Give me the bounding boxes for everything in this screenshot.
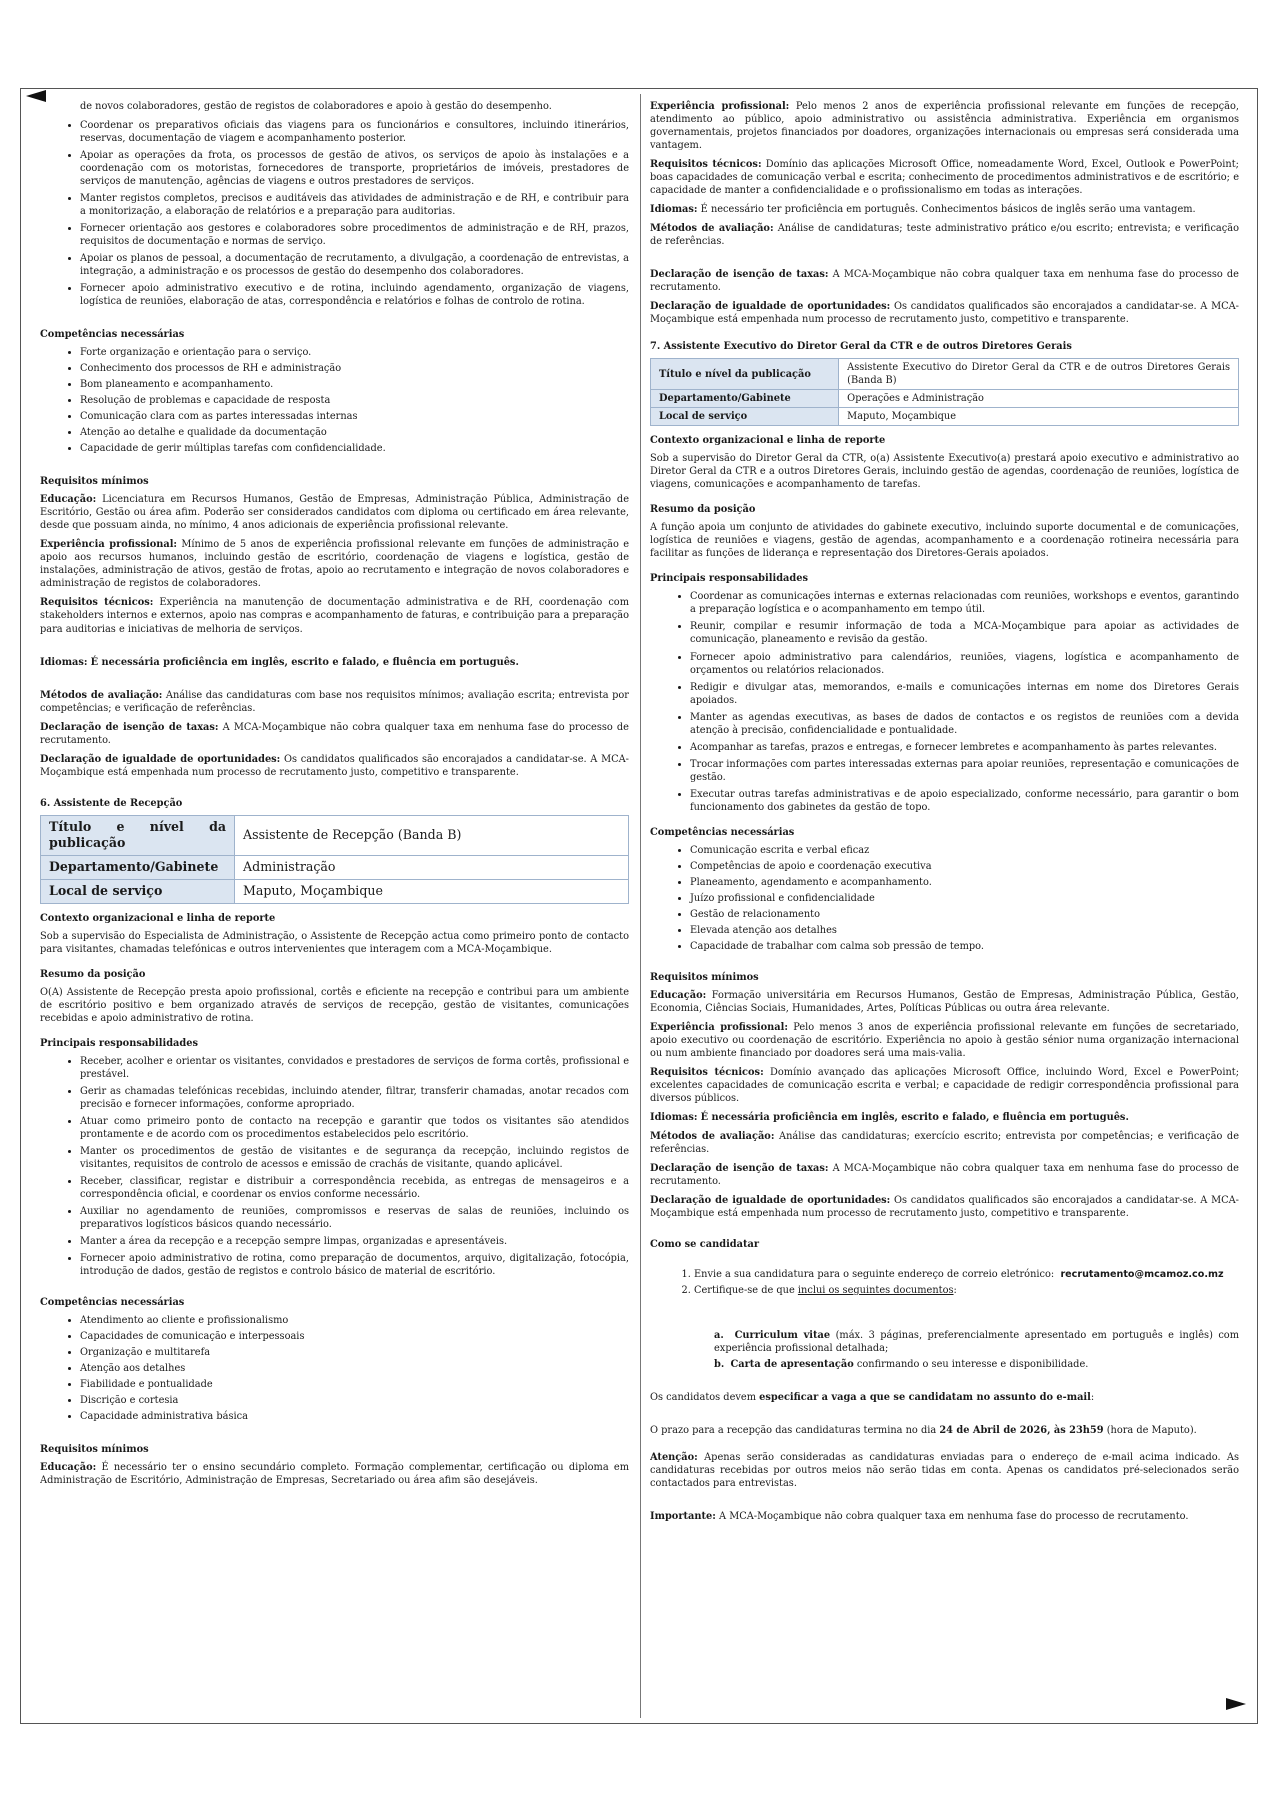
list-item: • Auxiliar no agendamento de reuniões, compromissos e reservas de salas de reuniões, incluindo os preparativos logísticos básicos quando necessário. [80, 1205, 629, 1231]
fee-statement: Declaração de isenção de taxas: A MCA-Moçambique não cobra qualquer taxa em nenhuma fase do processo de recrutamento. [40, 721, 629, 746]
section-heading: Requisitos mínimos [40, 1444, 149, 1456]
section-heading: Requisitos mínimos [40, 476, 149, 488]
section-heading: Competências necessárias [650, 826, 795, 838]
language-requirement: Idiomas: É necessário ter proficiência em português. Conhecimentos básicos de inglês serão uma vantagem. [650, 204, 1196, 216]
context-text: Sob a supervisão do Especialista de Administração, o Assistente de Recepção actua como primeiro ponto de contacto para visitantes, chamadas telefónicas e outros intervenientes que interagem com a MCA-Moçambique. [40, 930, 629, 955]
list-item: • Manter as agendas executivas, as bases de dados de contactos e os registos de reuniões com a devida atenção à precisão, confidencialidade e pontualidade. [690, 711, 1239, 737]
context-text: Sob a supervisão do Diretor Geral da CTR, o(a) Assistente Executivo(a) prestará apoio executivo e administrativo ao Diretor Geral da CTR e a outros Diretores Gerais, incluindo gestão de agendas, coordenação de reuniões, logística de viagens, comunicações e acompanhamento de tarefas. [650, 453, 1239, 491]
technical-requirement: Requisitos técnicos: Domínio avançado das aplicações Microsoft Office, incluindo Word, Excel e PowerPoint; excelentes capacidades de comunicação escrita e verbal; e capacidade de redigir correspondência profissional para diversos públicos. [650, 1066, 1239, 1104]
section-heading: Resumo da posição [40, 968, 146, 980]
list-item: • Redigir e divulgar atas, memorandos, e-mails e comunicações internas em nome dos Diretores Gerais apoiados. [690, 681, 1239, 707]
list-item: • Executar outras tarefas administrativas e de apoio especializado, conforme necessário, para garantir o bom funcionamento dos gabinetes da gestão de topo. [690, 788, 1239, 814]
right-column [650, 100, 1239, 1712]
list-item: • Planeamento, agendamento e acompanhamento. [690, 876, 1239, 889]
column-divider [640, 94, 641, 1718]
email-link[interactable]: recrutamento@mcamoz.co.mz [1060, 1269, 1224, 1281]
list-item: • Acompanhar as tarefas, prazos e entregas, e fornecer lembretes e acompanhamento às partes relevantes. [690, 741, 1239, 754]
list-item: • Receber, classificar, registar e distribuir a correspondência recebida, as entregas de mensageiros e a correspondência oficial, e coordenar os envios conforme necessário. [80, 1175, 629, 1201]
list-item: • Reunir, compilar e resumir informação de toda a MCA-Moçambique para apoiar as actividades de comunicação, planeamento e revisão da gestão. [690, 620, 1239, 646]
intro-continuation: de novos colaboradores, gestão de registos de colaboradores e apoio à gestão do desempenho. [80, 101, 552, 112]
assessment-methods: Métodos de avaliação: Análise das candidaturas; exercício escrito; entrevista por competências; e verificação de referências. [650, 1130, 1239, 1155]
list-item: 1. Envie a sua candidatura para o seguinte endereço de correio eletrónico: recrutamento@mcamoz.co.mz [694, 1268, 1239, 1282]
summary-text: O(A) Assistente de Recepção presta apoio profissional, cortês e eficiente na recepção e contribui para um ambiente de escritório positivo e bem organizado através de serviços de recepção, gestão de visitantes, comunicações recebidas e apoio administrativo de rotina. [40, 986, 629, 1024]
technical-requirement: Requisitos técnicos: Experiência na manutenção de documentação administrativa e de RH, coordenação com stakeholders internos e externos, apoio nas compras e acompanhamento de faturas, e contribuição para a preparação para auditorias e iniciativas de melhoria de serviços. [40, 597, 629, 635]
list-item: • Fornecer apoio administrativo de rotina, como preparação de documentos, arquivo, digitalização, fotocópia, introdução de dados, gestão de registos e controlo básico de material de escritório. [80, 1252, 629, 1278]
email-subject-instruction: Os candidatos devem especificar a vaga a que se candidatam no assunto do e-mail: [650, 1391, 1095, 1403]
assessment-methods: Métodos de avaliação: Análise de candidaturas; teste administrativo prático e/ou escrito; entrevista; e verificação de referências. [650, 223, 1239, 248]
list-item: • Fiabilidade e pontualidade [80, 1378, 629, 1391]
assessment-methods: Métodos de avaliação: Análise das candidaturas com base nos requisitos mínimos; avaliação escrita; entrevista por competências; e verificação de referências. [40, 689, 629, 714]
table-row: Local de serviço Maputo, Moçambique [41, 879, 629, 903]
list-item: • Atenção ao detalhe e qualidade da documentação [80, 426, 629, 439]
list-item: b. Carta de apresentação confirmando o seu interesse e disponibilidade. [714, 1358, 1089, 1370]
education-requirement: Educação: É necessário ter o ensino secundário completo. Formação complementar, certificação ou diploma em Administração de Escritório, Administração de Empresas, Secretariado ou área afim são desejáveis. [40, 1462, 629, 1487]
left-column [40, 100, 629, 1712]
list-item: • Atuar como primeiro ponto de contacto na recepção e garantir que todos os visitantes são atendidos prontamente e de acordo com os procedimentos estabelecidos pelo escritório. [80, 1115, 629, 1141]
list-item: a. Curriculum vitae (máx. 3 páginas, preferencialmente apresentado em português e inglês) com experiência profissional detalhada; [714, 1329, 1239, 1354]
table-row: Título e nível da publicação Assistente de Recepção (Banda B) [41, 815, 629, 855]
list-item: • Gestão de relacionamento [690, 908, 1239, 921]
list-item: • Fornecer apoio administrativo executivo e de rotina, incluindo agendamento, organização de viagens, logística de reuniões, elaboração de atas, correspondência e relatórios e folhas de controlo de rotina. [80, 282, 629, 308]
list-item: • Apoiar os planos de pessoal, a documentação de recrutamento, a divulgação, a coordenação de entrevistas, a integração, a administração e os processos de gestão do desempenho dos colaboradores. [80, 252, 629, 278]
list-item: • Resolução de problemas e capacidade de resposta [80, 394, 629, 407]
list-item: • Receber, acolher e orientar os visitantes, convidados e prestadores de serviços de forma cortês, profissional e prestável. [80, 1055, 629, 1081]
list-item: • Fornecer orientação aos gestores e colaboradores sobre procedimentos de administração e de RH, prazos, requisitos de documentação e normas de serviço. [80, 222, 629, 248]
section-heading: Competências necessárias [40, 329, 185, 341]
table-row: Departamento/Gabinete Administração [41, 856, 629, 880]
deadline-text: O prazo para a recepção das candidaturas termina no dia 24 de Abril de 2026, às 23h59 (hora de Maputo). [650, 1424, 1197, 1436]
list-item: • Juízo profissional e confidencialidade [690, 892, 1239, 905]
list-item: • Atenção aos detalhes [80, 1362, 629, 1375]
equal-opportunity-statement: Declaração de igualdade de oportunidades: Os candidatos qualificados são encorajados a candidatar-se. A MCA-Moçambique está empenhada num processo de recrutamento justo, competitivo e transparente. [650, 301, 1239, 326]
list-item: • Conhecimento dos processos de RH e administração [80, 362, 629, 375]
list-item: • Trocar informações com partes interessadas externas para apoiar reuniões, representação e comunicações de gestão. [690, 758, 1239, 784]
list-item: • Apoiar as operações da frota, os processos de gestão de ativos, os serviços de apoio às instalações e a coordenação com os motoristas, fornecedores de transporte, proprietários de imóveis, prestadores de serviços de manutenção, agências de viagens e outros prestadores de serviços. [80, 149, 629, 188]
section-heading: Contexto organizacional e linha de reporte [650, 435, 886, 447]
competencies-list [40, 346, 629, 455]
section-heading: Contexto organizacional e linha de reporte [40, 912, 276, 924]
list-item: • Organização e multitarefa [80, 1346, 629, 1359]
application-steps [650, 1268, 1239, 1297]
section-heading: Como se candidatar [650, 1239, 760, 1251]
table-row: Departamento/Gabinete Operações e Administração [651, 390, 1239, 408]
important-note: Importante: A MCA-Moçambique não cobra qualquer taxa em nenhuma fase do processo de recrutamento. [650, 1510, 1189, 1522]
list-item: • Coordenar as comunicações internas e externas relacionadas com reuniões, workshops e eventos, garantindo a preparação logística e o acompanhamento em tempo útil. [690, 590, 1239, 616]
position-heading: 6. Assistente de Recepção [40, 797, 183, 809]
section-heading: Resumo da posição [650, 504, 756, 516]
equal-opportunity-statement: Declaração de igualdade de oportunidades: Os candidatos qualificados são encorajados a candidatar-se. A MCA-Moçambique está empenhada num processo de recrutamento justo, competitivo e transparente. [650, 1195, 1239, 1220]
required-documents [650, 1329, 1239, 1371]
list-item: • Manter a área da recepção e a recepção sempre limpas, organizadas e apresentáveis. [80, 1235, 629, 1248]
list-item: • Coordenar os preparativos oficiais das viagens para os funcionários e consultores, incluindo itinerários, reservas, documentação de viagem e acompanhamento posterior. [80, 119, 629, 145]
language-requirement: Idiomas: É necessária proficiência em inglês, escrito e falado, e fluência em português. [40, 656, 519, 668]
section-heading: Principais responsabilidades [40, 1037, 198, 1049]
section-heading: Competências necessárias [40, 1296, 185, 1308]
list-item: • Gerir as chamadas telefónicas recebidas, incluindo atender, filtrar, transferir chamadas, anotar recados com precisão e fornecer informações, conforme apropriado. [80, 1085, 629, 1111]
section-heading: Requisitos mínimos [650, 971, 759, 983]
position-heading: 7. Assistente Executivo do Diretor Geral da CTR e de outros Diretores Gerais [650, 341, 1072, 353]
position-details-table [40, 815, 629, 904]
list-item: • Manter os procedimentos de gestão de visitantes e de segurança da recepção, incluindo registos de visitantes, requisitos de controlo de acessos e emissão de crachás de visitante, quando aplicável. [80, 1145, 629, 1171]
list-item: • Capacidade de trabalhar com calma sob pressão de tempo. [690, 940, 1239, 953]
attention-note: Atenção: Apenas serão consideradas as candidaturas enviadas para o endereço de e-mail acima indicado. As candidaturas recebidas por outros meios não serão tidas em conta. Apenas os candidatos pré-selecionados serão contactados para entrevistas. [650, 1451, 1239, 1489]
list-item: 2. Certifique-se de que inclui os seguintes documentos: [694, 1284, 1239, 1297]
education-requirement: Educação: Formação universitária em Recursos Humanos, Gestão de Empresas, Administração Pública, Gestão, Economia, Ciências Sociais, Humanidades, Artes, Políticas Públicas ou outra área relevante. [650, 989, 1239, 1014]
list-item: • Capacidade de gerir múltiplas tarefas com confidencialidade. [80, 442, 629, 455]
responsibilities-continued [40, 119, 629, 308]
list-item: • Capacidade administrativa básica [80, 1410, 629, 1423]
experience-requirement: Experiência profissional: Mínimo de 5 anos de experiência profissional relevante em funções de administração e apoio aos recursos humanos, incluindo gestão de escritório, coordenação de viagens e logística, gestão de instalações, administração de ativos, gestão de frotas, apoio ao recrutamento e integração de novos colaboradores e administração de registos de colaboradores. [40, 539, 629, 590]
list-item: • Capacidades de comunicação e interpessoais [80, 1330, 629, 1343]
fee-statement: Declaração de isenção de taxas: A MCA-Moçambique não cobra qualquer taxa em nenhuma fase do processo de recrutamento. [650, 269, 1239, 294]
experience-requirement: Experiência profissional: Pelo menos 3 anos de experiência profissional relevante em funções de secretariado, apoio executivo ou coordenação de escritório. Experiência no apoio à gestão sénior numa organização internacional ou num ambiente financiado por doadores será uma mais-valia. [650, 1021, 1239, 1059]
list-item: • Manter registos completos, precisos e auditáveis das atividades de administração e de RH, e contribuir para a monitorização, a elaboração de relatórios e a preparação para auditorias. [80, 192, 629, 218]
table-row: Título e nível da publicação Assistente Executivo do Diretor Geral da CTR e de outros Diretores Gerais (Banda B) [651, 359, 1239, 390]
list-item: • Bom planeamento e acompanhamento. [80, 378, 629, 391]
competencies-list [650, 844, 1239, 953]
list-item: • Forte organização e orientação para o serviço. [80, 346, 629, 359]
section-heading: Principais responsabilidades [650, 573, 808, 585]
language-requirement: Idiomas: É necessária proficiência em inglês, escrito e falado, e fluência em português. [650, 1111, 1129, 1123]
list-item: • Comunicação clara com as partes interessadas internas [80, 410, 629, 423]
fee-statement: Declaração de isenção de taxas: A MCA-Moçambique não cobra qualquer taxa em nenhuma fase do processo de recrutamento. [650, 1162, 1239, 1187]
responsibilities-list [650, 590, 1239, 813]
experience-requirement: Experiência profissional: Pelo menos 2 anos de experiência profissional relevante em funções de recepção, atendimento ao público, apoio administrativo ou assistência administrativa. Experiência em organismos governamentais, projetos financiados por doadores, organizações internacionais ou empresas será considerada uma vantagem. [650, 101, 1239, 152]
list-item: • Atendimento ao cliente e profissionalismo [80, 1314, 629, 1327]
technical-requirement: Requisitos técnicos: Domínio das aplicações Microsoft Office, nomeadamente Word, Excel, Outlook e PowerPoint; boas capacidades de comunicação verbal e escrita; conhecimento de procedimentos administrativos e de escritório; e capacidade de manter a confidencialidade e o profissionalismo em todas as interações. [650, 159, 1239, 197]
equal-opportunity-statement: Declaração de igualdade de oportunidades: Os candidatos qualificados são encorajados a candidatar-se. A MCA-Moçambique está empenhada num processo de recrutamento justo, competitivo e transparente. [40, 753, 629, 778]
responsibilities-list [40, 1055, 629, 1278]
list-item: • Competências de apoio e coordenação executiva [690, 860, 1239, 873]
list-item: • Elevada atenção aos detalhes [690, 924, 1239, 937]
table-row: Local de serviço Maputo, Moçambique [651, 408, 1239, 426]
competencies-list [40, 1314, 629, 1423]
list-item: • Discrição e cortesia [80, 1394, 629, 1407]
list-item: • Comunicação escrita e verbal eficaz [690, 844, 1239, 857]
list-item: • Fornecer apoio administrativo para calendários, reuniões, viagens, logística e acompanhamento de orçamentos ou relatórios relacionados. [690, 651, 1239, 677]
summary-text: A função apoia um conjunto de atividades do gabinete executivo, incluindo suporte documental e de comunicações, logística de reuniões e viagens, gestão de agendas, acompanhamento e a coordenação rotineira necessária para facilitar as funções de liderança e representação dos Diretores-Gerais apoiados. [650, 522, 1239, 560]
education-requirement: Educação: Licenciatura em Recursos Humanos, Gestão de Empresas, Administração Pública, Administração de Escritório, Gestão ou área afim. Poderão ser considerados candidatos com diploma ou certificado em área relevante, desde que possuam ainda, no mínimo, 4 anos adicionais de experiência profissional relevante. [40, 494, 629, 532]
position-details-table [650, 358, 1239, 426]
